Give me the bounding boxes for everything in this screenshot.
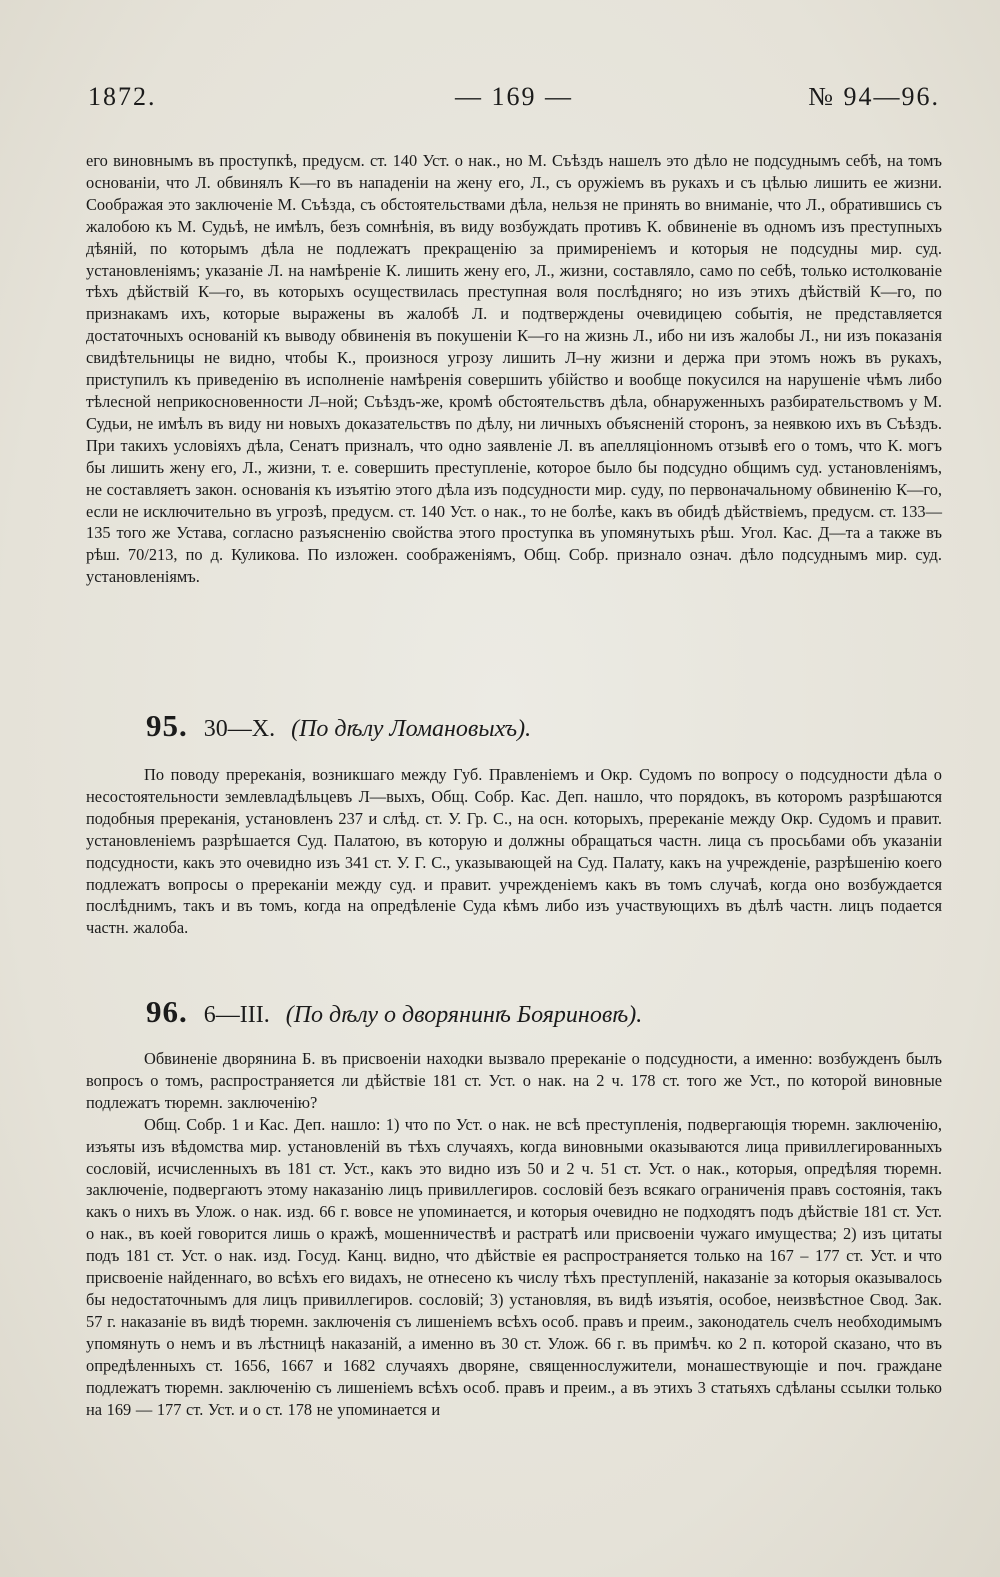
- paragraph-94: его виновнымъ въ проступкѣ, предусм. ст. 140 Уст. о нак., но М. Съѣздъ нашелъ это дѣло не подсуднымъ себѣ, на томъ основаніи, что Л. обвинялъ К—го въ нападеніи на жену его, Л., съ оружіемъ въ рукахъ и съ цѣлью лишить ее жизни. Соображая это заключеніе М. Съѣзда, съ обстоятельствами дѣла, нельзя не принять во вниманіе, что Л., обратившись съ жалобою къ М. Судьѣ, не имѣлъ, безъ сомнѣнія, въ виду возбуждать противъ К. обвиненіе въ одномъ изъ преступныхъ дѣяній, по которымъ дѣла не подлежатъ прекращенію за примиреніемъ и которыя не подсудны мир. суд. установленіямъ; указаніе Л. на намѣреніе К. лишить жену его, Л., жизни, составляло, само по себѣ, только истолкованіе тѣхъ дѣйствій К—го, въ которыхъ осуществилась преступная воля послѣдняго; но изъ этихъ дѣйствій К—го, по признакамъ ихъ, которые выражены въ жалобѣ Л. и подтверждены очевидицею событія, не представляется достаточныхъ основаній къ выводу обвиненія въ покушеніи К—го на жизнь Л., ибо ни изъ жалобы Л., ни изъ показанія свидѣтельницы не видно, чтобы К., произнося угрозу лишить Л–ну жизни и держа при этомъ ножъ въ рукахъ, приступилъ къ приведенію въ исполненіе намѣренія совершить убійство и вообще покусился на нарушеніе чѣмъ либо тѣлесной неприкосновенности Л–ной; Съѣздъ-же, кромѣ обстоятельствъ дѣла, обнаруженныхъ разбирательствомъ у М. Судьи, не имѣлъ въ виду ни новыхъ доказательствъ по дѣлу, ни личныхъ объясненій сторонъ, за неявкою ихъ въ Съѣздъ. При такихъ условіяхъ дѣла, Сенатъ призналъ, что одно заявленіе Л. въ апелляціонномъ отзывѣ его о томъ, что К. могъ бы лишить жену его, Л., жизни, т. е. совершить преступленіе, которое было бы подсудно общимъ суд. установленіямъ, не составляетъ закон. основанія къ изъятію этого дѣла изъ подсудности мир. суду, по первоначальному обвиненію К—го, если не исключительно въ угрозѣ, предусм. ст. 140 Уст. о нак., то не болѣе, какъ въ обидѣ дѣйствіемъ, предусм. ст. 133—135 того же Устава, согласно разъясненію свойства этого проступка въ упомянутыхъ рѣш. Угол. Кас. Д—та а также въ рѣш. 70/213, по д. Куликова. По изложен. соображеніямъ, Общ. Собр. признало означ. дѣло подсуднымъ мир. суд. установленіямъ.: [86, 151, 942, 587]
- entry-95-heading: [146, 708, 906, 752]
- entry-number: 96.: [146, 994, 188, 1029]
- entry-95-body: [86, 764, 942, 939]
- page-number: — 169 —: [455, 82, 573, 111]
- header-year: 1872.: [88, 82, 157, 111]
- paragraph-95: По поводу пререканія, возникшаго между Губ. Правленіемъ и Окр. Судомъ по вопросу о подсудности дѣла о несостоятельности землевладѣльцевъ Л—выхъ, Общ. Собр. Кас. Деп. нашло, что порядокъ, въ которомъ разрѣшаются подобныя пререканія, установленъ 237 и слѣд. ст. У. Гр. С., на осн. которыхъ, пререканіе между Окр. Судомъ и правит. установленіемъ разрѣшается Суд. Палатою, въ которую и должны обращаться частн. лица съ просьбами объ указаніи подсудности, какъ это очевидно изъ 341 ст. У. Г. С., указывающей на Суд. Палату, какъ на учрежденіе, разрѣшенію коего подлежатъ вопросы о пререканіи между суд. и правит. учрежденіемъ какъ въ томъ случаѣ, когда оно возбуждается послѣднимъ, такъ и въ томъ, когда на опредѣленіе Суда кѣмъ либо изъ участвующихъ въ дѣлѣ частн. лицъ подается частн. жалоба.: [86, 765, 942, 938]
- entry-range: № 94—96.: [808, 82, 940, 111]
- entry-94-continuation: [86, 150, 942, 588]
- entry-96-heading: [146, 994, 906, 1038]
- paragraph-96-ruling: Общ. Собр. 1 и Кас. Деп. нашло: 1) что по Уст. о нак. не всѣ преступленія, подвергающія тюремн. заключенію, изъяты изъ вѣдомства мир. установленій въ тѣхъ случаяхъ, когда виновными оказываются лица привиллегированныхъ сословій, исчисленныхъ въ 181 ст. Уст., какъ это видно изъ 50 и 2 ч. 51 ст. Уст. о нак., которыя, опредѣляя тюремн. заключеніе, подвергаютъ этому наказанію лицъ привиллегиров. сословій безъ всякаго ограниченія правъ состоянія, такъ какъ о нихъ въ Улож. о нак. изд. 66 г. вовсе не упоминается, и которыя очевидно не подходятъ подъ дѣйствіе 181 ст. Уст. о нак., въ коей говорится лишь о кражѣ, мошенничествѣ и растратѣ или присвоеніи чужаго имущества; 2) изъ цитаты подъ 181 ст. Уст. о нак. изд. Госуд. Канц. видно, что дѣйствіе ея распространяется только на 167 – 177 ст. Уст. и что присвоеніе найденнаго, во всѣхъ его видахъ, не отнесено къ числу тѣхъ преступленій, наказаніе за которыя оказывалось бы недостаточнымъ для лицъ привиллегиров. сословій; 3) установляя, въ видѣ изъятія, особое, неизвѣстное Свод. Зак. 57 г. наказаніе въ видѣ тюремн. заключенія съ лишеніемъ всѣхъ особ. правъ и преим., законодатель счелъ необходимымъ упомянуть о немъ и въ лѣстницѣ наказаній, а именно въ 30 ст. Улож. 66 г. въ примѣч. ко 2 п. которой сказано, что въ опредѣленныхъ ст. 1656, 1667 и 1682 случаяхъ дворяне, священнослужители, монашествующіе и поч. граждане подлежатъ тюремн. заключенію съ лишеніемъ всѣхъ особ. правъ и преим., а въ этихъ 3 статьяхъ сдѣланы ссылки только на 169 — 177 ст. Уст. и о ст. 178 не упоминается и: [86, 1114, 942, 1419]
- entry-case-title: (По дѣлу Ломановыхъ).: [291, 716, 532, 742]
- paragraph-96-question: Обвиненіе дворянина Б. въ присвоеніи находки вызвало пререканіе о подсудности, а именно: возбужденъ былъ вопросъ о томъ, распространяется ли дѣйствіе 181 ст. Уст. о нак. на 2 ч. 178 ст. того же Уст., по которой виновные подлежатъ тюремн. заключенію?: [86, 1049, 942, 1112]
- entry-96-body: [86, 1048, 942, 1420]
- entry-case-title: (По дѣлу о дворянинѣ Бояриновѣ).: [285, 1002, 643, 1028]
- entry-date: 6—III.: [203, 1002, 270, 1028]
- entry-number: 95.: [146, 708, 188, 743]
- entry-date: 30—X.: [203, 716, 276, 742]
- page-header: [88, 82, 940, 122]
